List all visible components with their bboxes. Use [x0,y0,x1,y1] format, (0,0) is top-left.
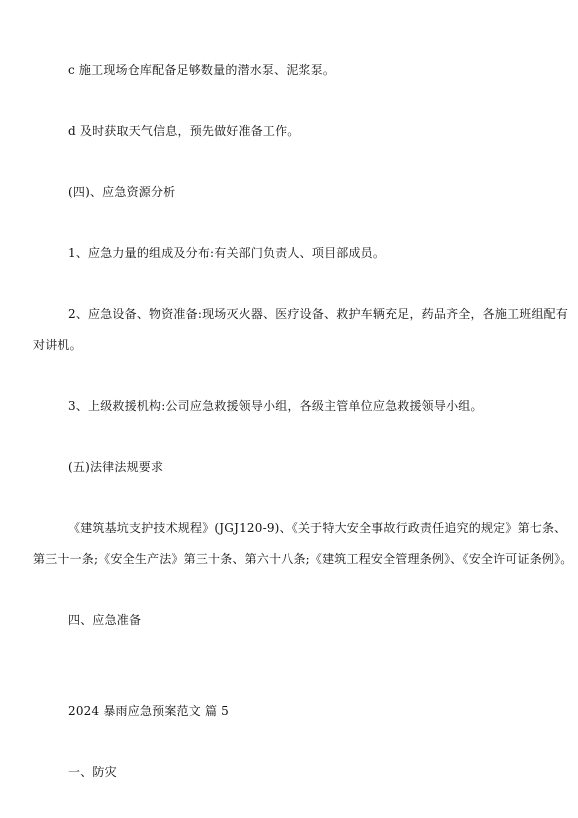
paragraph-line: 对讲机。 [33,338,82,352]
section-heading: (四)、应急资源分析 [68,185,176,199]
paragraph-line: 1、应急力量的组成及分布:有关部门负责人、项目部成员。 [68,246,386,260]
section-heading: 四、应急准备 [68,613,142,627]
section-heading: (五)法律法规要求 [68,460,164,474]
paragraph-line: 2、应急设备、物资准备:现场灭火器、医疗设备、救护车辆充足，药品齐全，各施工班组配有 [68,307,569,321]
paragraph-line: 《建筑基坑支护技术规程》(JGJ120-9)、《关于特大安全事故行政责任追究的规定》第七条、 [68,521,567,535]
paragraph-line: c 施工现场仓库配备足够数量的潜水泵、泥浆泵。 [68,63,336,77]
paragraph-line: d 及时获取天气信息，预先做好准备工作。 [68,124,300,138]
section-heading: 一、防灾 [68,765,117,779]
paragraph-line: 第三十一条;《安全生产法》第三十条、第六十八条;《建筑工程安全管理条例》、《安全许可证条例》。 [33,552,573,566]
paragraph-line: 3、上级救援机构:公司应急救援领导小组，各级主管单位应急救援领导小组。 [68,399,483,413]
document-title: 2024 暴雨应急预案范文 篇 5 [68,704,230,718]
